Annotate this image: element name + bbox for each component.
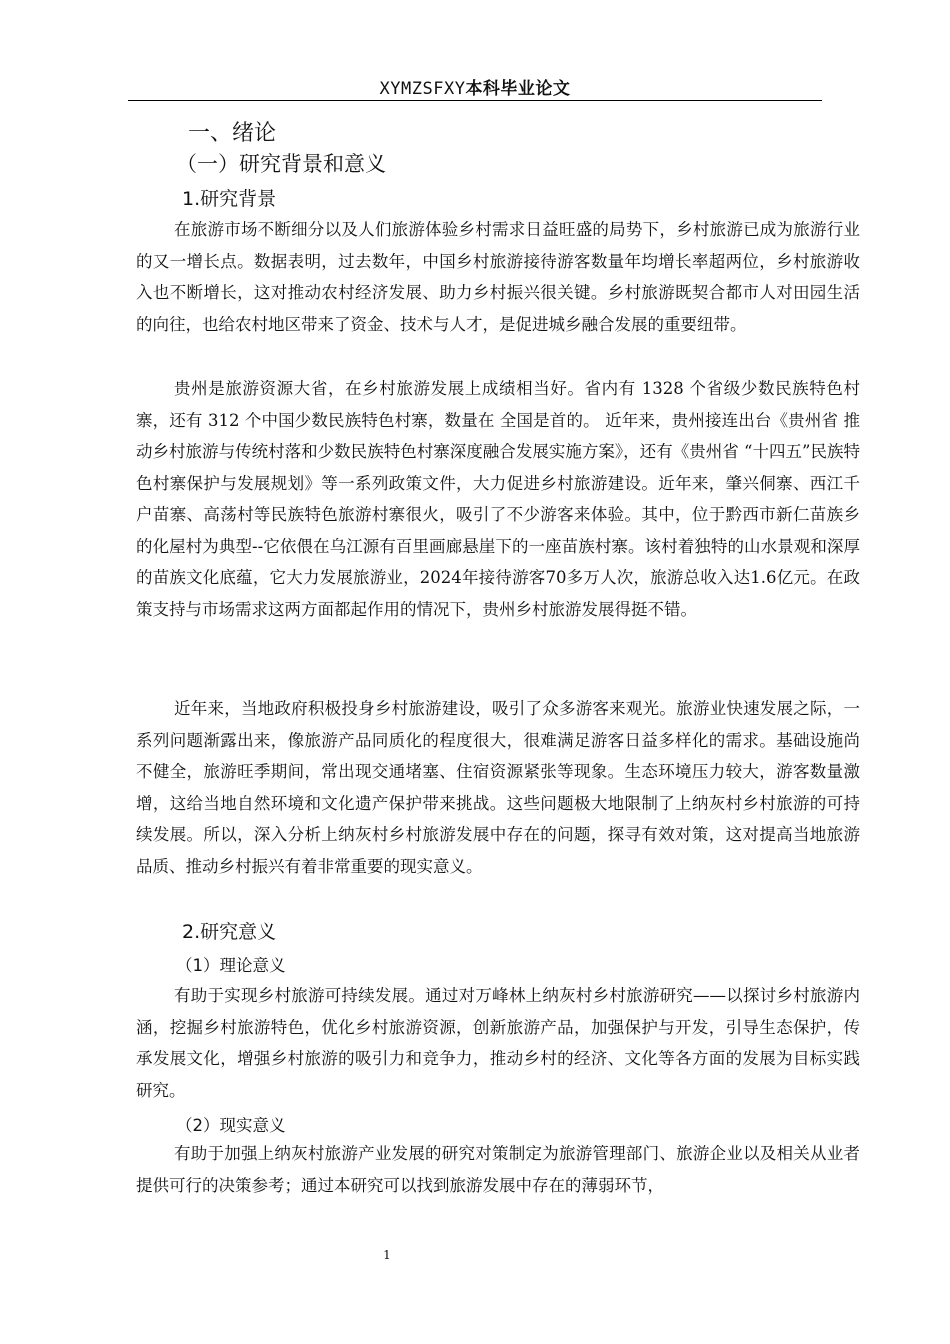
page-number: 1 [383, 1248, 391, 1262]
item-heading-theoretical: （1）理论意义 [176, 956, 286, 975]
paragraph-1: 在旅游市场不断细分以及人们旅游体验乡村需求日益旺盛的局势下，乡村旅游已成为旅游行业的又一增长点。数据表明，过去数年，中国乡村旅游接待游客数量年均增长率超两位，乡村旅游收入也不断增长，这对推动农村经济发展、助力乡村振兴很关键。乡村旅游既契合都市人对田园生活的向往，也给农村地区带来了资金、技术与人才，是促进城乡融合发展的重要纽带。 [136, 220, 860, 334]
section-heading: （一）研究背景和意义 [176, 152, 386, 176]
subsection-heading-significance: 2.研究意义 [182, 921, 277, 943]
header-title: 本科毕业论文 [465, 79, 571, 99]
paragraph-4: 有助于实现乡村旅游可持续发展。通过对万峰林上纳灰村乡村旅游研究——以探讨乡村旅游内涵，挖掘乡村旅游特色，优化乡村旅游资源，创新旅游产品，加强保护与开发，引导生态保护，传承发展文化，增强乡村旅游的吸引力和竞争力，推动乡村的经济、文化等各方面的发展为目标实践研究。 [136, 986, 860, 1100]
paragraph-5: 有助于加强上纳灰村旅游产业发展的研究对策制定为旅游管理部门、旅游企业以及相关从业者提供可行的决策参考；通过本研究可以找到旅游发展中存在的薄弱环节， [136, 1144, 860, 1195]
header-code: XYMZSFXY [379, 79, 466, 99]
header-divider [128, 100, 822, 101]
paragraph-3: 近年来，当地政府积极投身乡村旅游建设，吸引了众多游客来观光。旅游业快速发展之际，一系列问题渐露出来，像旅游产品同质化的程度很大，很难满足游客日益多样化的需求。基础设施尚不健全，旅游旺季期间，常出现交通堵塞、住宿资源紧张等现象。生态环境压力较大，游客数量激增，这给当地自然环境和文化遗产保护带来挑战。这些问题极大地限制了上纳灰村乡村旅游的可持续发展。所以，深入分析上纳灰村乡村旅游发展中存在的问题，探寻有效对策，这对提高当地旅游品质、推动乡村振兴有着非常重要的现实意义。 [136, 699, 860, 876]
chapter-heading: 一、绪论 [188, 121, 277, 146]
paragraph-2: 贵州是旅游资源大省，在乡村旅游发展上成绩相当好。省内有 1328 个省级少数民族特色村寨，还有 312 个中国少数民族特色村寨，数量在 全国是首的。 近年来，贵州接连出台《贵州省 推动乡村旅游与传统村落和少数民族特色村寨深度融合发展实施方案》，还有《贵州省 “十四五”民族特色村寨保护与发展规划》等一系列政策文件，大力促进乡村旅游建设。近年来，肇兴侗寨、西江千户苗寨、高荡村等民族特色旅游村寨很火，吸引了不少游客来体验。其中，位于黔西市新仁苗族乡的化屋村为典型--它依偎在乌江源有百里画廊悬崖下的一座苗族村寨。该村着独特的山水景观和深厚的苗族文化底蕴，它大力发展旅游业，2024年接待游客70多万人次，旅游总收入达1.6亿元。在政策支持与市场需求这两方面都起作用的情况下，贵州乡村旅游发展得挺不错。 [136, 379, 860, 619]
subsection-heading-background: 1.研究背景 [182, 188, 277, 210]
item-heading-practical: （2）现实意义 [176, 1116, 286, 1135]
running-header [128, 74, 822, 99]
